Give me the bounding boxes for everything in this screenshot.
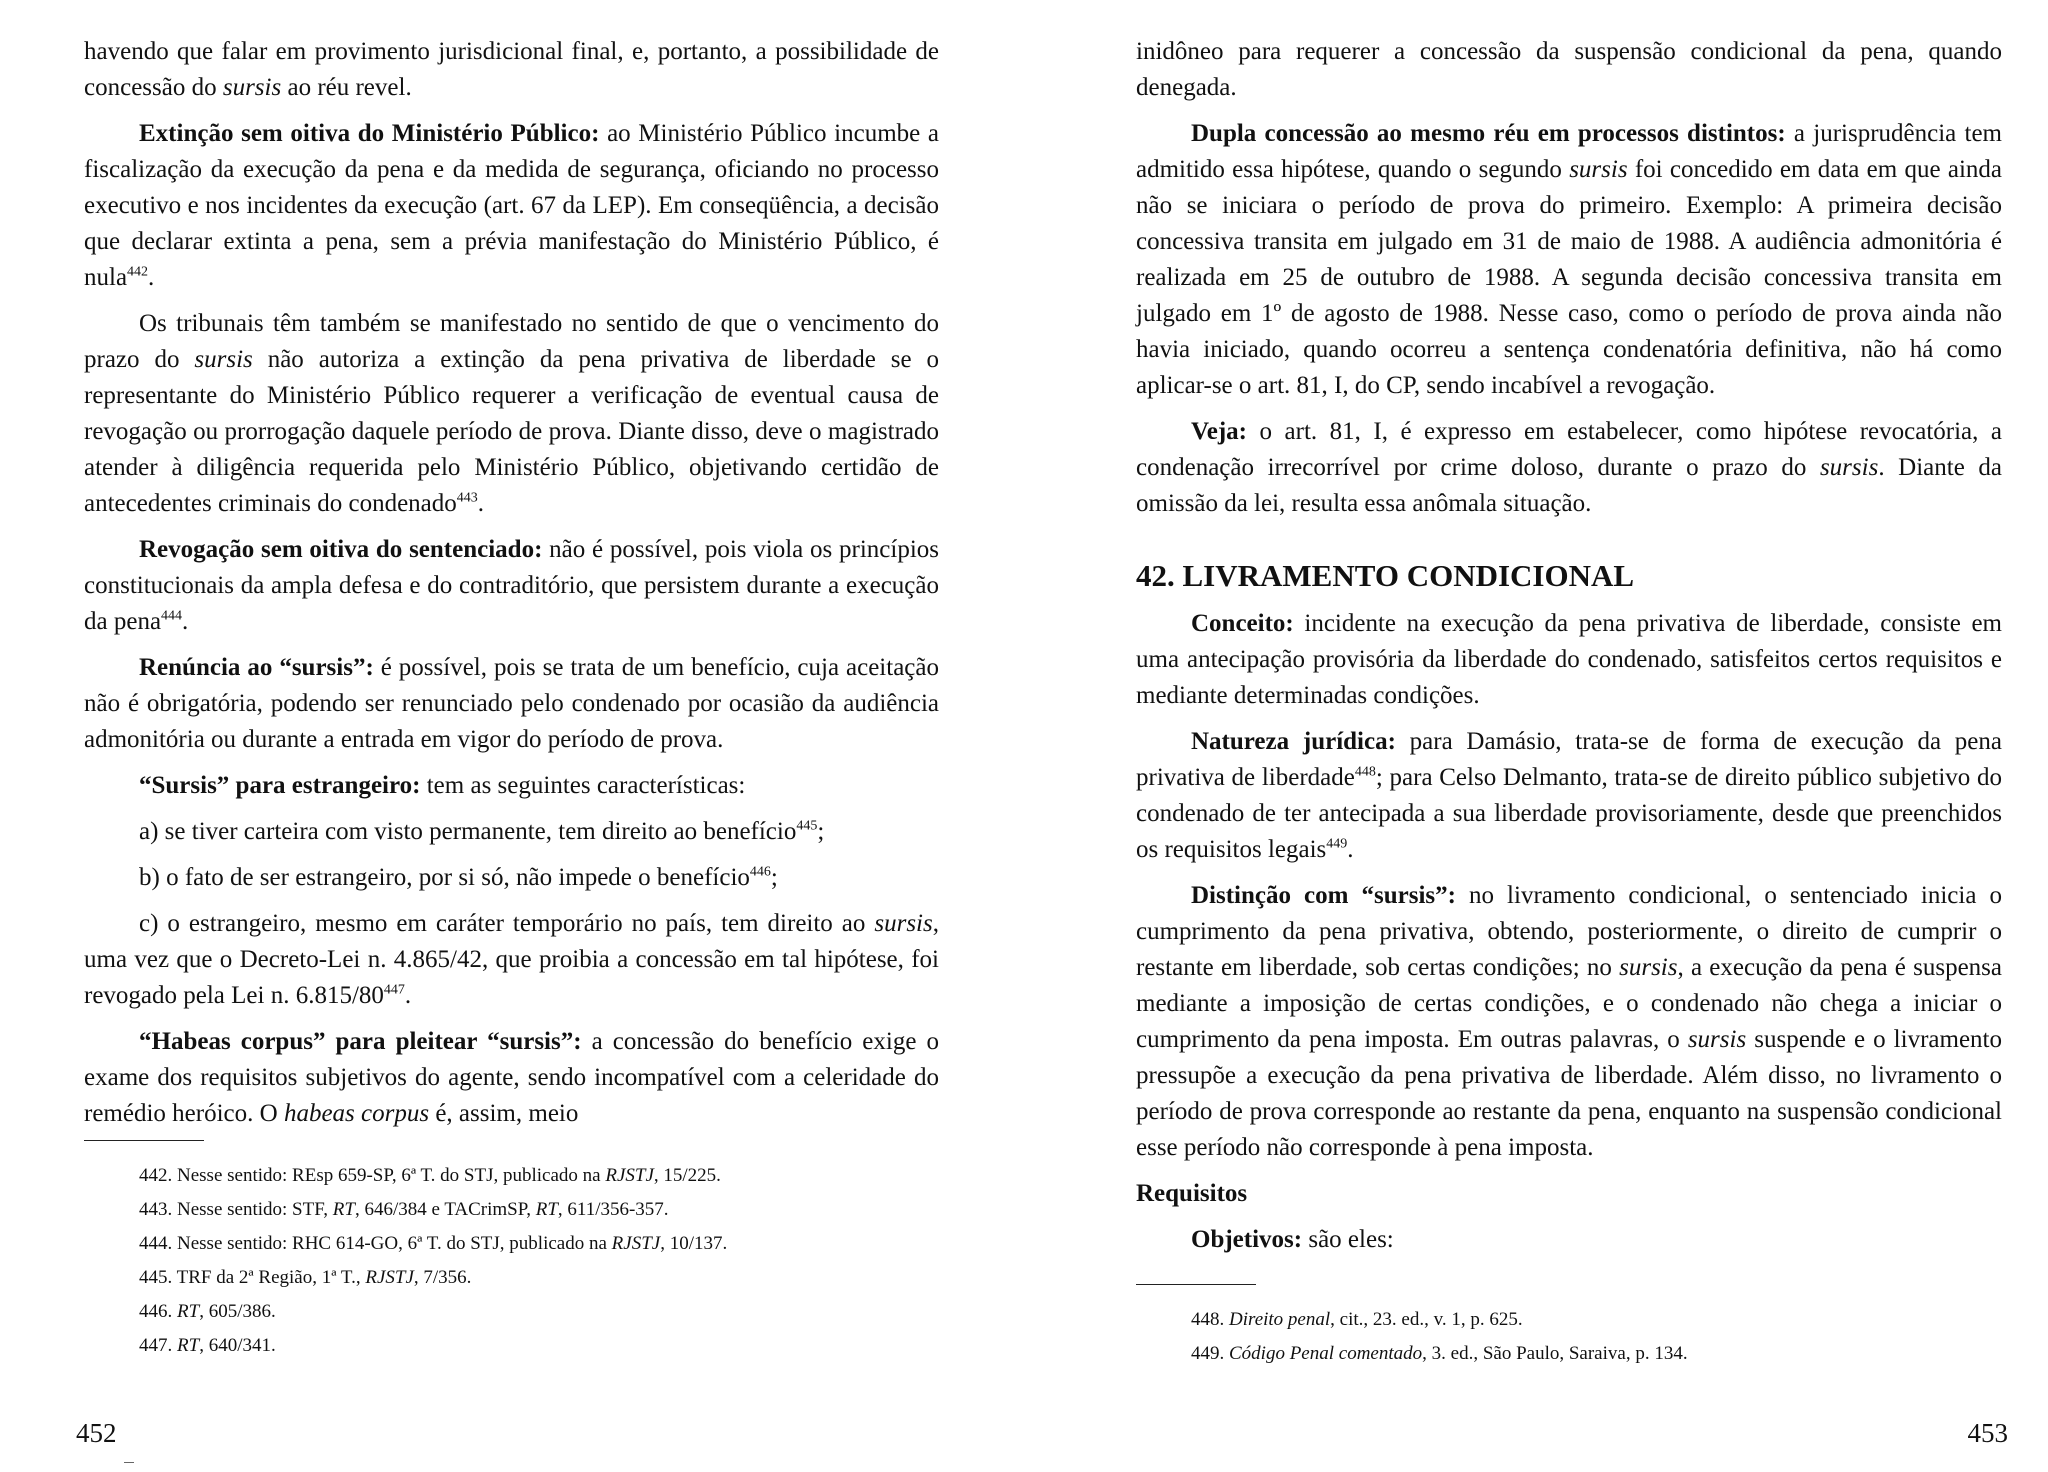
page-number: 453 xyxy=(1967,1418,2008,1448)
footnote-448: 448. Direito penal, cit., 23. ed., v. 1, p. 625. xyxy=(1191,1309,1523,1330)
paragraph-heading: Extinção sem oitiva do Ministério Público: xyxy=(139,120,600,147)
paragraph: Os tribunais têm também se manifestado no sentido de que o vencimento do prazo do sursis não autoriza a extinção da pena privativa de liberdade se o representante do Ministério Público requerer a verificação de eventual causa de revogação ou prorrogação daquele período de prova. Diante disso, deve o magistrado atender à diligência requerida pelo Ministério Público, objetivando certidão de antecedentes criminais do condenado$^{443}$. xyxy=(84,310,939,517)
paragraph: havendo que falar em provimento jurisdicional final, e, portanto, a possibilidade de concessão do sursis ao réu revel. xyxy=(84,38,939,101)
right-body-text xyxy=(1136,34,2002,1268)
left-footnotes xyxy=(84,1140,944,1363)
paragraph-heading: Revogação sem oitiva do sentenciado: xyxy=(139,536,543,563)
paragraph: Revogação sem oitiva do sentenciado: não é possível, pois viola os princípios constitucionais da ampla defesa e do contraditório, que persistem durante a execução da pena$^{444}$. xyxy=(84,536,939,635)
paragraph: Distinção com “sursis”: no livramento condicional, o sentenciado inicia o cumprimento da pena privativa, obtendo, posteriormente, o direito de cumprir o restante em liberdade, sob certas condições; no sursis, a execução da pena é suspensa mediante a imposição de certas condições, e o condenado não chega a iniciar o cumprimento da pena imposta. Em outras palavras, o sursis suspende e o livramento pressupõe a execução da pena privativa de liberdade. Além disso, no livramento o período de prova corresponde ao restante da pena, enquanto na suspensão condicional esse período não corresponde à pena imposta. xyxy=(1136,882,2002,1161)
footnote-ref[interactable]: 444 xyxy=(161,608,183,624)
scan-mark xyxy=(124,1462,134,1463)
subsection-heading: Requisitos xyxy=(1136,1180,1248,1207)
paragraph: “Habeas corpus” para pleitear “sursis”: a concessão do benefício exige o exame dos requisitos subjetivos do agente, sendo incompatível com a celeridade do remédio heróico. O habeas corpus é, assim, meio xyxy=(84,1028,939,1127)
right-page xyxy=(1024,0,2048,1472)
paragraph: Objetivos: são eles: xyxy=(1191,1226,1394,1253)
paragraph: inidôneo para requerer a concessão da suspensão condicional da pena, quando denegada. xyxy=(1136,38,2002,101)
paragraph: Veja: o art. 81, I, é expresso em estabelecer, como hipótese revocatória, a condenação irrecorrível por crime doloso, durante o prazo do sursis. Diante da omissão da lei, resulta essa anômala situação. xyxy=(1136,418,2002,517)
footnote-444: 444. Nesse sentido: RHC 614-GO, 6ª T. do STJ, publicado na RJSTJ, 10/137. xyxy=(139,1233,728,1254)
paragraph: Natureza jurídica: para Damásio, trata-se de forma de execução da pena privativa de liberdade$^{448}$; para Celso Delmanto, trata-se de direito público subjetivo do condenado de ter antecipada a sua liberdade provisoriamente, desde que preenchidos os requisitos legais$^{449}$. xyxy=(1136,728,2002,863)
footnote-ref[interactable]: 446 xyxy=(749,864,771,880)
paragraph-heading: Objetivos: xyxy=(1191,1226,1303,1253)
footnote-ref[interactable]: 447 xyxy=(383,982,405,998)
footnote-446: 446. RT, 605/386. xyxy=(139,1301,276,1322)
paragraph-heading: “Sursis” para estrangeiro: xyxy=(139,772,421,799)
list-item: a) se tiver carteira com visto permanente, tem direito ao benefício$^{445}$; xyxy=(139,818,825,845)
paragraph-heading: “Habeas corpus” para pleitear “sursis”: xyxy=(139,1028,582,1055)
paragraph-heading: Conceito: xyxy=(1191,610,1294,637)
footnote-ref[interactable]: 448 xyxy=(1354,764,1376,780)
paragraph-heading: Natureza jurídica: xyxy=(1191,728,1396,755)
paragraph-heading: Distinção com “sursis”: xyxy=(1191,882,1456,909)
list-item: b) o fato de ser estrangeiro, por si só, não impede o benefício$^{446}$; xyxy=(139,864,778,891)
paragraph-heading: Renúncia ao “sursis”: xyxy=(139,654,374,681)
footnote-449: 449. Código Penal comentado, 3. ed., São Paulo, Saraiva, p. 134. xyxy=(1191,1343,1688,1364)
paragraph-heading: Veja: xyxy=(1191,418,1248,445)
paragraph: Conceito: incidente na execução da pena privativa de liberdade, consiste em uma antecipação provisória da liberdade do condenado, satisfeitos certos requisitos e mediante determinadas condições. xyxy=(1136,610,2002,709)
paragraph: Dupla concessão ao mesmo réu em processos distintos: a jurisprudência tem admitido essa hipótese, quando o segundo sursis foi concedido em data em que ainda não se iniciara o período de prova do primeiro. Exemplo: A primeira decisão concessiva transita em julgado em 31 de maio de 1988. A audiência admonitória é realizada em 25 de outubro de 1988. A segunda decisão concessiva transita em julgado em 1º de agosto de 1988. Nesse caso, como o período de prova ainda não havia iniciado, quando ocorreu a sentença condenatória definitiva, não há como aplicar-se o art. 81, I, do CP, sendo incabível a revogação. xyxy=(1136,120,2003,399)
footnote-divider xyxy=(1136,1284,1256,1285)
paragraph: Renúncia ao “sursis”: é possível, pois se trata de um benefício, cuja aceitação não é obrigatória, podendo ser renunciado pelo condenado por ocasião da audiência admonitória ou durante a entrada em vigor do período de prova. xyxy=(84,654,939,753)
footnote-443: 443. Nesse sentido: STF, RT, 646/384 e TACrimSP, RT, 611/356-357. xyxy=(139,1199,669,1220)
footnote-447: 447. RT, 640/341. xyxy=(139,1335,276,1356)
list-item: c) o estrangeiro, mesmo em caráter temporário no país, tem direito ao sursis, uma vez que o Decreto-Lei n. 4.865/42, que proibia a concessão em tal hipótese, foi revogado pela Lei n. $6.815/80^{447}$. xyxy=(84,910,939,1009)
footnote-442: 442. Nesse sentido: REsp 659-SP, 6ª T. do STJ, publicado na RJSTJ, 15/225. xyxy=(139,1165,721,1186)
section-heading: 42. LIVRAMENTO CONDICIONAL xyxy=(1136,558,1635,593)
footnote-ref[interactable]: 445 xyxy=(796,818,818,834)
footnote-ref[interactable]: 443 xyxy=(456,490,478,506)
paragraph: “Sursis” para estrangeiro: tem as seguintes características: xyxy=(139,772,746,799)
footnote-ref[interactable]: 449 xyxy=(1326,836,1348,852)
paragraph: Extinção sem oitiva do Ministério Público: ao Ministério Público incumbe a fiscalização da execução da pena e da medida de segurança, oficiando no processo executivo e nos incidentes da execução (art. 67 da LEP). Em conseqüência, a decisão que declarar extinta a pena, sem a prévia manifestação do Ministério Público, é nula$^{442}$. xyxy=(84,120,939,291)
footnote-divider xyxy=(84,1140,204,1141)
footnote-ref[interactable]: 442 xyxy=(127,264,149,280)
left-body-text xyxy=(84,34,939,1142)
paragraph-heading: Dupla concessão ao mesmo réu em processos distintos: xyxy=(1191,120,1786,147)
footnote-445: 445. TRF da 2ª Região, 1ª T., RJSTJ, 7/356. xyxy=(139,1267,472,1288)
right-footnotes xyxy=(1136,1284,1996,1371)
page-number: 452 xyxy=(76,1418,117,1448)
